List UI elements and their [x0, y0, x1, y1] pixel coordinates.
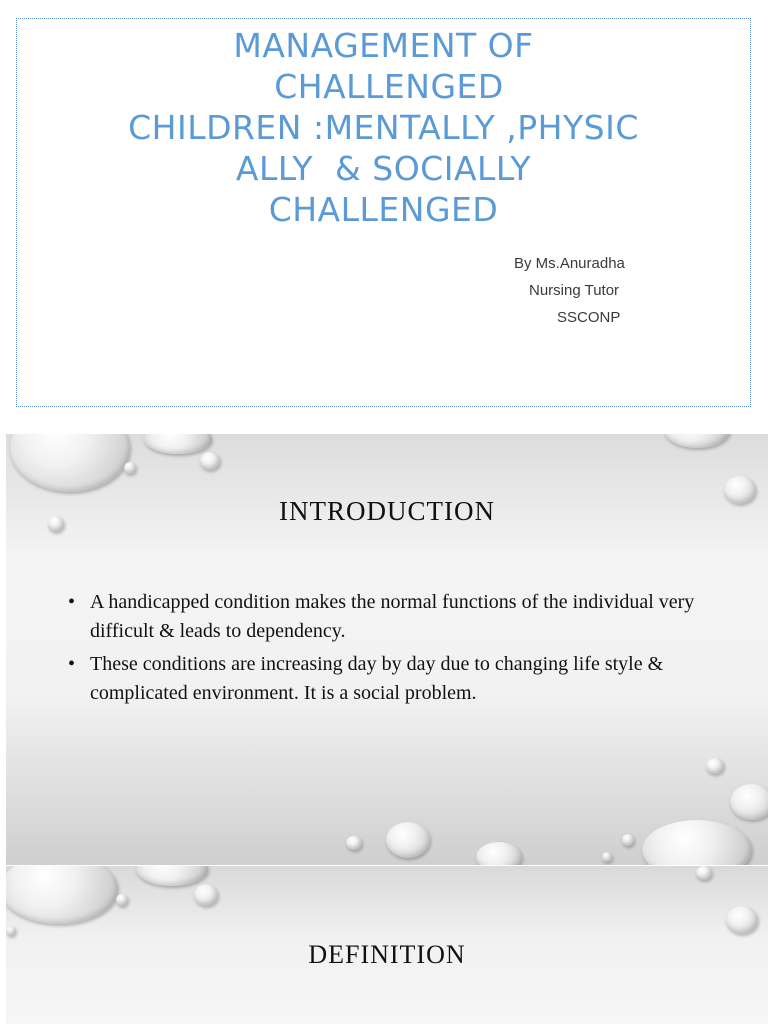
introduction-slide — [6, 434, 768, 865]
water-drop — [664, 434, 730, 448]
title-line: CHALLENGED — [263, 67, 504, 106]
title-line: ALLY & SOCIALLY — [235, 149, 532, 188]
bullet-item: • These conditions are increasing day by day due to changing life style & complicated environment. It is a social problem. — [68, 650, 728, 708]
slide-heading: INTRODUCTION — [279, 496, 495, 526]
water-drop — [476, 842, 522, 865]
water-drop — [116, 894, 128, 906]
water-drop — [6, 866, 118, 924]
water-drop — [6, 926, 16, 936]
water-drop — [136, 866, 208, 886]
title-line: CHALLENGED — [268, 190, 499, 229]
author-institution: SSCONP — [557, 309, 621, 326]
author-role: Nursing Tutor — [529, 282, 620, 299]
slide-title — [17, 25, 750, 230]
title-slide — [16, 18, 751, 407]
title-line: CHILDREN :MENTALLY ,PHYSIC — [128, 108, 639, 147]
definition-slide — [6, 866, 768, 1024]
slide-heading: DEFINITION — [308, 940, 466, 969]
bullet-item: • A handicapped condition makes the normal functions of the individual very difficult & leads to dependency. — [68, 588, 728, 646]
water-drop — [10, 434, 130, 492]
title-line: MANAGEMENT OF — [233, 26, 534, 65]
author-name: By Ms.Anuradha — [514, 255, 625, 272]
water-drop — [386, 822, 430, 858]
water-drop — [200, 452, 220, 470]
water-drop — [622, 834, 634, 846]
water-drop — [730, 784, 768, 820]
bullet-list — [68, 588, 728, 712]
water-drop — [696, 866, 712, 880]
water-drop — [642, 820, 752, 865]
water-drop — [144, 434, 212, 454]
water-drop — [194, 884, 218, 906]
water-drop — [346, 836, 362, 850]
water-drop — [726, 906, 758, 934]
water-drop — [706, 758, 724, 774]
water-drop — [124, 462, 136, 474]
water-drop — [602, 852, 612, 862]
